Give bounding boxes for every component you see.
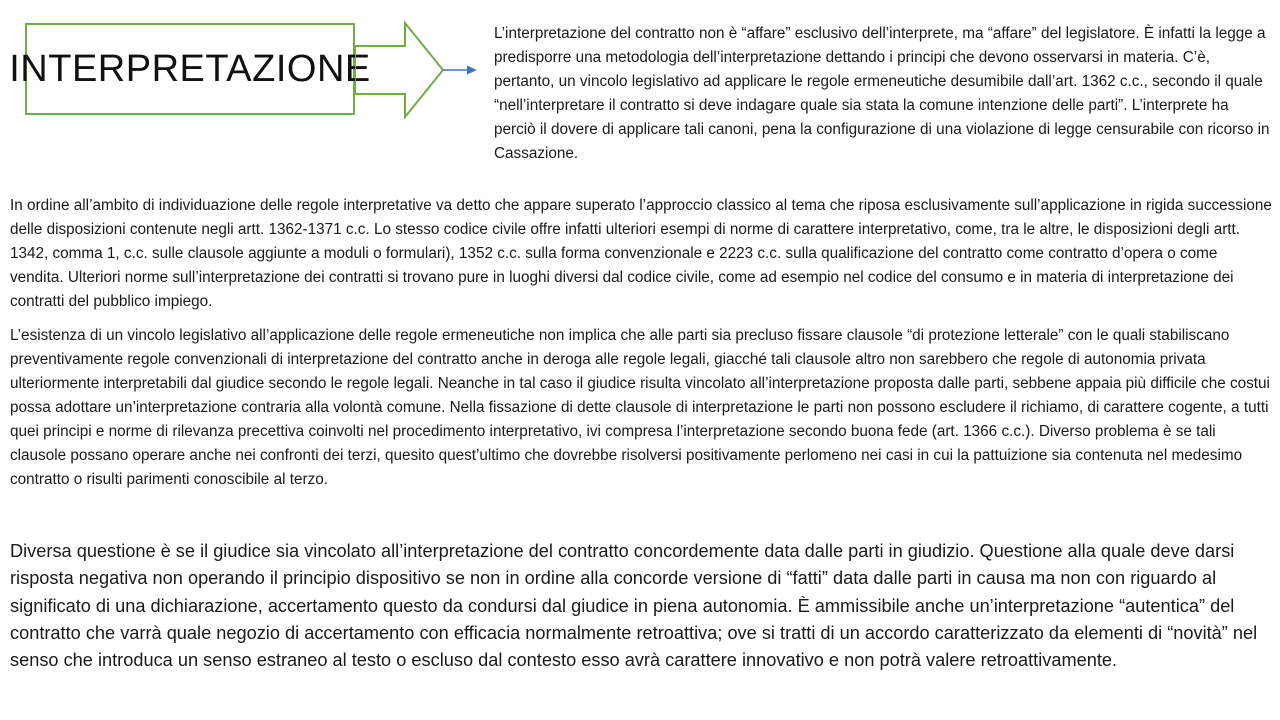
body-paragraph-3: Diversa questione è se il giudice sia vincolato all’interpretazione del contratto concordemente data dalle parti in giudizio. Questione alla quale deve darsi risposta negativa non operando il principio dispositivo se non in ordine alla concorde versione di “fatti” data dalle parti in causa ma non con riguardo al significato di una dichiarazione, accertamento questo da condursi dal giudice in piena autonomia. È ammissibile anche un’interpretazione “autentica” del contratto che varrà quale negozio di accertamento con efficacia normalmente retroattiva; ove si tratti di un accordo caratterizzato da elementi di “novità” nel senso che introduca un senso estraneo al testo o escluso dal contesto esso avrà carattere innovativo e non potrà valere retroattivamente. — [10, 541, 1258, 671]
body-paragraph-1: In ordine all’ambito di individuazione delle regole interpretative va detto che appare superato l’approccio classico al tema che riposa esclusivamente sull’applicazione in rigida successione delle disposizioni contenute negli artt. 1362-1371 c.c. Lo stesso codice civile offre infatti ulteriori esempi di norme di carattere interpretativo, come, tra le altre, le disposizioni degli artt. 1342, comma 1, c.c. sulle clausole aggiunte a moduli o formulari), 1352 c.c. sulla forma convenzionale e 2223 c.c. sulla qualificazione del contratto come contratto d’opera o come vendita. Ulteriori norme sull’interpretazione dei contratti si trovano pure in luoghi diversi dal codice civile, come ad esempio nel codice del consumo e in materia di interpretazione dei contratti del pubblico impiego. — [10, 197, 1272, 310]
body-paragraph-2: L’esistenza di un vincolo legislativo all’applicazione delle regole ermeneutiche non implica che alle parti sia precluso fissare clausole “di protezione letterale” con le quali stabiliscano preventivamente regole convenzionali di interpretazione del contratto anche in deroga alle regole legali, giacché tali clausole altro non sarebbero che regole di autonomia privata ulteriormente interpretabili dal giudice secondo le regole legali. Neanche in tal caso il giudice risulta vincolato all’interpretazione proposta dalle parti, sebbene appaia più difficile che costui possa adottare un’interpretazione contraria alla volontà comune. Nella fissazione di dette clausole di interpretazione le parti non possono escludere il richiamo, di carattere cogente, a tutti quei principi e norme di rilevanza precettiva coinvolti nel procedimento interpretativo, ivi compresa l’interpretazione secondo buona fede (art. 1366 c.c.). Diverso problema è se tali clausole possano operare anche nei confronti dei terzi, quesito quest’ultimo che dovrebbe risolversi positivamente perlomeno nei casi in cui la pattuizione sia contenuta nel medesimo contratto o risulti parimenti conoscibile al terzo. — [10, 327, 1270, 488]
block-arrow-outline — [355, 23, 443, 117]
slide-title: INTERPRETAZIONE — [9, 47, 371, 90]
title-box — [9, 23, 371, 115]
intro-paragraph: L’interpretazione del contratto non è “affare” esclusivo dell’interprete, ma “affare” del legislatore. È infatti la legge a predisporre una metodologia dell’interpretazione dettando i principi che devono osservarsi in materia. C’è, pertanto, un vincolo legislativo ad applicare le regole ermeneutiche desumibile dall’art. 1362 c.c., secondo il quale “nell’interpretare il contratto si deve indagare quale sia stata la comune intenzione delle parti”. L’interprete ha perciò il dovere di applicare tali canoni, pena la configurazione di una violazione di legge censurabile con ricorso in Cassazione. — [494, 25, 1270, 162]
pointer-arrow-head — [467, 66, 477, 75]
arrow-graphic — [355, 18, 485, 122]
